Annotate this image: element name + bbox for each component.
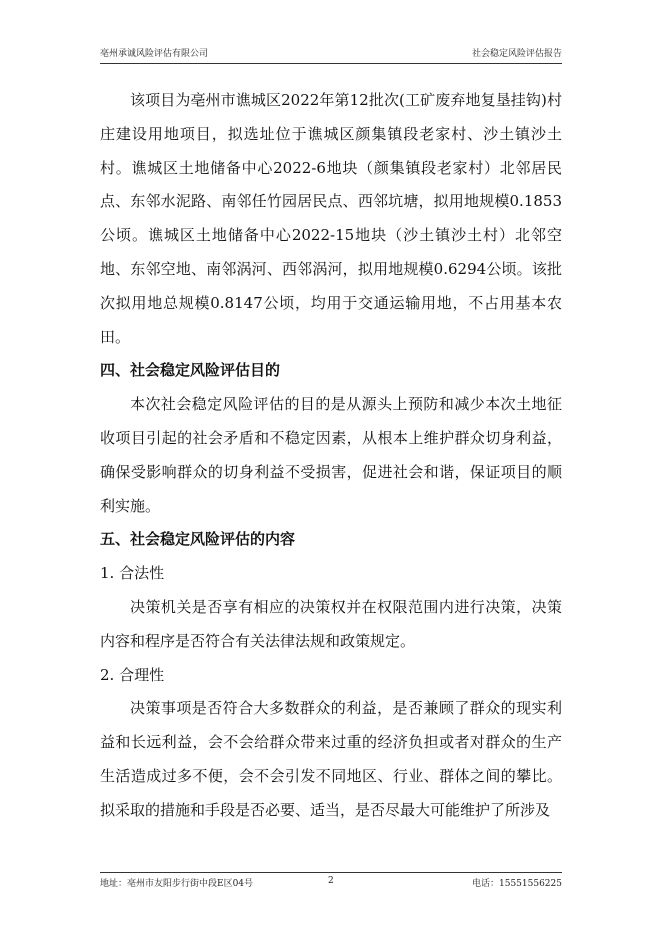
page-number: 2 — [328, 876, 334, 886]
footer-address: 地址：亳州市友阳步行街中段E区04号 — [100, 879, 254, 889]
header-report-title: 社会稳定风险评估报告 — [471, 49, 562, 59]
section-heading-purpose: 四、社会稳定风险评估目的 — [100, 361, 281, 380]
paragraph-legality: 决策机关是否享有相应的决策权并在权限范围内进行决策，决策内容和程序是否符合有关法律法规和政策规定。 — [100, 597, 562, 650]
paragraph-purpose: 本次社会稳定风险评估的目的是从源头上预防和减少本次土地征收项目引起的社会矛盾和不稳定因素，从根本上维护群众切身利益，确保受影响群众的切身利益不受损害，促进社会和谐，保证项目的顺利实施。 — [100, 395, 562, 515]
page-header — [100, 46, 562, 64]
subheading-legality: 1. 合法性 — [100, 564, 165, 583]
page-footer — [100, 872, 562, 889]
footer-phone: 电话：15551556225 — [472, 879, 562, 889]
subheading-rationality: 2. 合理性 — [100, 665, 165, 684]
header-company: 亳州承诚风险评估有限公司 — [100, 49, 209, 59]
paragraph-rationality: 决策事项是否符合大多数群众的利益，是否兼顾了群众的现实利益和长远利益，会不会给群众带来过重的经济负担或者对群众的生产生活造成过多不便，会不会引发不同地区、行业、群体之间的攀比。拟采取的措施和手段是否必要、适当，是否尽最大可能维护了所涉及 — [100, 699, 562, 819]
paragraph-project-description: 该项目为亳州市谯城区2022年第12批次(工矿废弃地复垦挂钩)村庄建设用地项目，拟选址位于谯城区颜集镇段老家村、沙土镇沙土村。谯城区土地储备中心2022-6地块（颜集镇段老家村）北邻居民点、东邻水泥路、南邻任竹园居民点、西邻坑塘，拟用地规模0.1853公顷。谯城区土地储备中心2022-15地块（沙土镇沙土村）北邻空地、东邻空地、南邻涡河、西邻涡河，拟用地规模0.6294公顷。该批次拟用地总规模0.8147公顷，均用于交通运输用地，不占用基本农田。 — [100, 91, 562, 346]
document-body — [100, 84, 562, 828]
section-heading-content: 五、社会稳定风险评估的内容 — [100, 530, 296, 549]
